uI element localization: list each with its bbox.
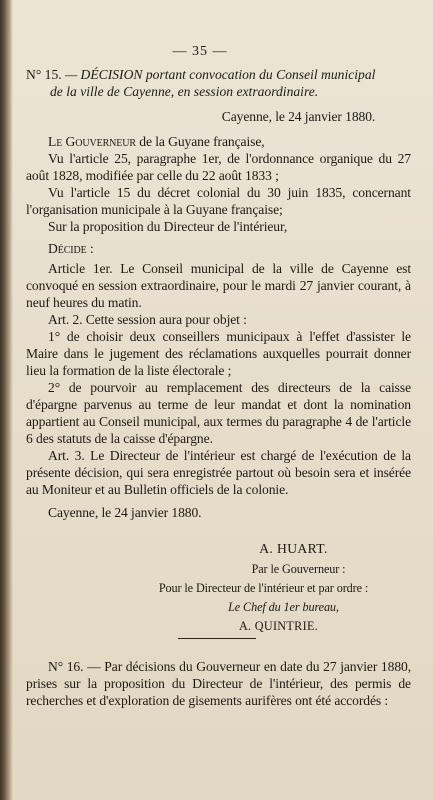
proposition-line: Sur la proposition du Directeur de l'intérieur, bbox=[48, 219, 288, 234]
page-number: — 35 — bbox=[172, 44, 228, 59]
closing-date: Cayenne, le 24 janvier 1880. bbox=[48, 505, 202, 520]
article-2: Art. 2. Cette session aura pour objet : bbox=[48, 312, 247, 327]
decision-title bbox=[26, 66, 411, 100]
decision-16-paragraph bbox=[26, 658, 411, 709]
article-3: Art. 3. Le Directeur de l'intérieur est chargé de l'exécution de la présente décision, qui sera enregistrée partout où besoin sera et insérée au Moniteur et au Bulletin officiels de la colonie. bbox=[26, 448, 411, 497]
section-divider bbox=[178, 638, 256, 639]
article-1: Article 1er. Le Conseil municipal de la ville de Cayenne est convoqué en session extraordinaire, pour le mardi 27 janvier courant, à neuf heures du matin. bbox=[26, 261, 411, 310]
gouverneur-smallcaps: Le Gouverneur bbox=[48, 134, 136, 149]
objective-1: 1° de choisir deux conseillers municipaux à l'effet d'assister le Maire dans le jugement des réclamations auxquelles pourrait donner lieu la formation de la liste électorale ; bbox=[26, 329, 411, 378]
pour-le-directeur: Pour le Directeur de l'intérieur et par ordre : bbox=[158, 581, 369, 595]
decide-heading: Décide : bbox=[48, 241, 94, 256]
signature-quintrie: A. QUINTRIE. bbox=[238, 619, 319, 633]
decision-date: Cayenne, le 24 janvier 1880. bbox=[221, 109, 376, 124]
decision-title-line2: de la ville de Cayenne, en session extraordinaire. bbox=[50, 84, 319, 99]
chef-du-bureau: Le Chef du 1er bureau, bbox=[228, 600, 339, 614]
objective-2: 2° de pourvoir au remplacement des directeurs de la caisse d'épargne parvenus au terme de leur mandat et dont la nomination appartient au Conseil municipal, aux termes du paragraphe 4 de l'article 6 des statuts de la caisse d'épargne. bbox=[26, 380, 411, 446]
decision-number: N° 15. bbox=[26, 67, 62, 82]
signature-huart: A. HUART. bbox=[259, 541, 328, 556]
book-gutter-shadow bbox=[0, 0, 13, 800]
vu-paragraph-1: Vu l'article 25, paragraphe 1er, de l'ordonnance organique du 27 août 1828, modifiée par celle du 22 août 1833 ; bbox=[26, 151, 411, 183]
decision-title-line1: — DÉCISION portant convocation du Conseil municipal bbox=[65, 67, 376, 82]
decision-16-text: — Par décisions du Gouverneur en date du 27 janvier 1880, prises sur la proposition du Directeur de l'intérieur, des permis de recherches et d'exploration de gisements aurifères ont été accordés : bbox=[26, 659, 412, 708]
par-le-gouverneur: Par le Gouverneur : bbox=[251, 562, 346, 576]
gouverneur-line bbox=[26, 133, 411, 150]
decision-16-number: N° 16. bbox=[48, 659, 84, 674]
vu-paragraph-2: Vu l'article 15 du décret colonial du 30 juin 1835, concernant l'organisation municipale à la Guyane française; bbox=[26, 185, 411, 217]
gouverneur-rest: de la Guyane française, bbox=[136, 134, 265, 149]
